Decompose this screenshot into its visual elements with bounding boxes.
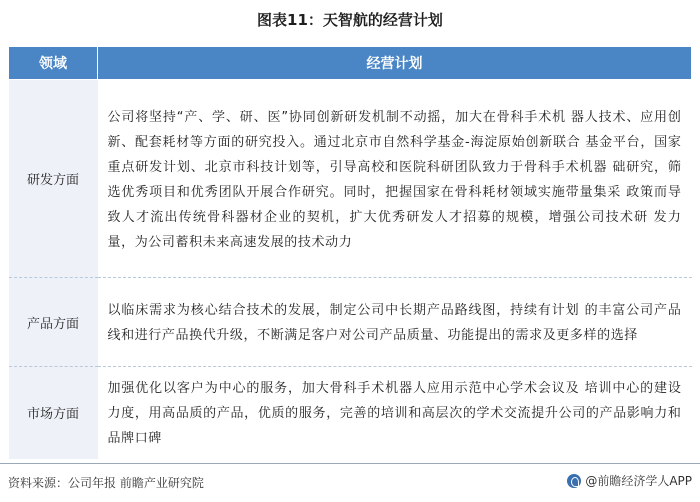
page-title: 图表11：天智航的经营计划 xyxy=(257,11,443,29)
row-domain-rd: 研发方面 xyxy=(9,80,98,278)
brand-text: @前瞻经济学人APP xyxy=(585,474,692,488)
row-content-product: 以临床需求为核心结合技术的发展，制定公司中长期产品路线图，持续有计划 的丰富公司产品线和进行产品换代升级，不断满足客户对公司产品质量、功能提出的需求及更多样的选择 xyxy=(98,278,692,367)
footer-divider xyxy=(0,463,700,464)
brand-logo-icon xyxy=(567,474,581,488)
table-row xyxy=(9,367,692,459)
table-row xyxy=(9,80,692,278)
business-plan-table xyxy=(8,46,692,459)
table-row xyxy=(9,278,692,367)
row-content-market: 加强优化以客户为中心的服务，加大骨科手术机器人应用示范中心学术会议及 培训中心的建设力度，用高品质的产品，优质的服务，完善的培训和高层次的学术交流提升公司的产品影响力和品牌口碑 xyxy=(98,367,692,459)
row-content-rd: 公司将坚持“产、学、研、医”协同创新研发机制不动摇，加大在骨科手术机 器人技术、应用创新、配套耗材等方面的研究投入。通过北京市自然科学基金-海淀原始创新联合 基金平台，国家重点研发计划、北京市科技计划等，引导高校和医院科研团队致力于骨科手术机器 础研究，筛选优秀项目和优秀团队开展合作研究。同时，把握国家在骨科耗材领域实施带量集采 政策而导致人才流出传统骨科器材企业的契机，扩大优秀研发人才招募的规模，增强公司技术研 发力量，为公司蓄积未来高速发展的技术动力 xyxy=(98,80,692,278)
header-plan: 经营计划 xyxy=(98,47,692,80)
row-domain-product: 产品方面 xyxy=(9,278,98,367)
row-domain-market: 市场方面 xyxy=(9,367,98,459)
source-note: 资料来源：公司年报 前瞻产业研究院 xyxy=(8,476,204,490)
table-header-row xyxy=(9,47,692,80)
brand-credit xyxy=(567,472,692,489)
header-domain: 领域 xyxy=(9,47,98,80)
